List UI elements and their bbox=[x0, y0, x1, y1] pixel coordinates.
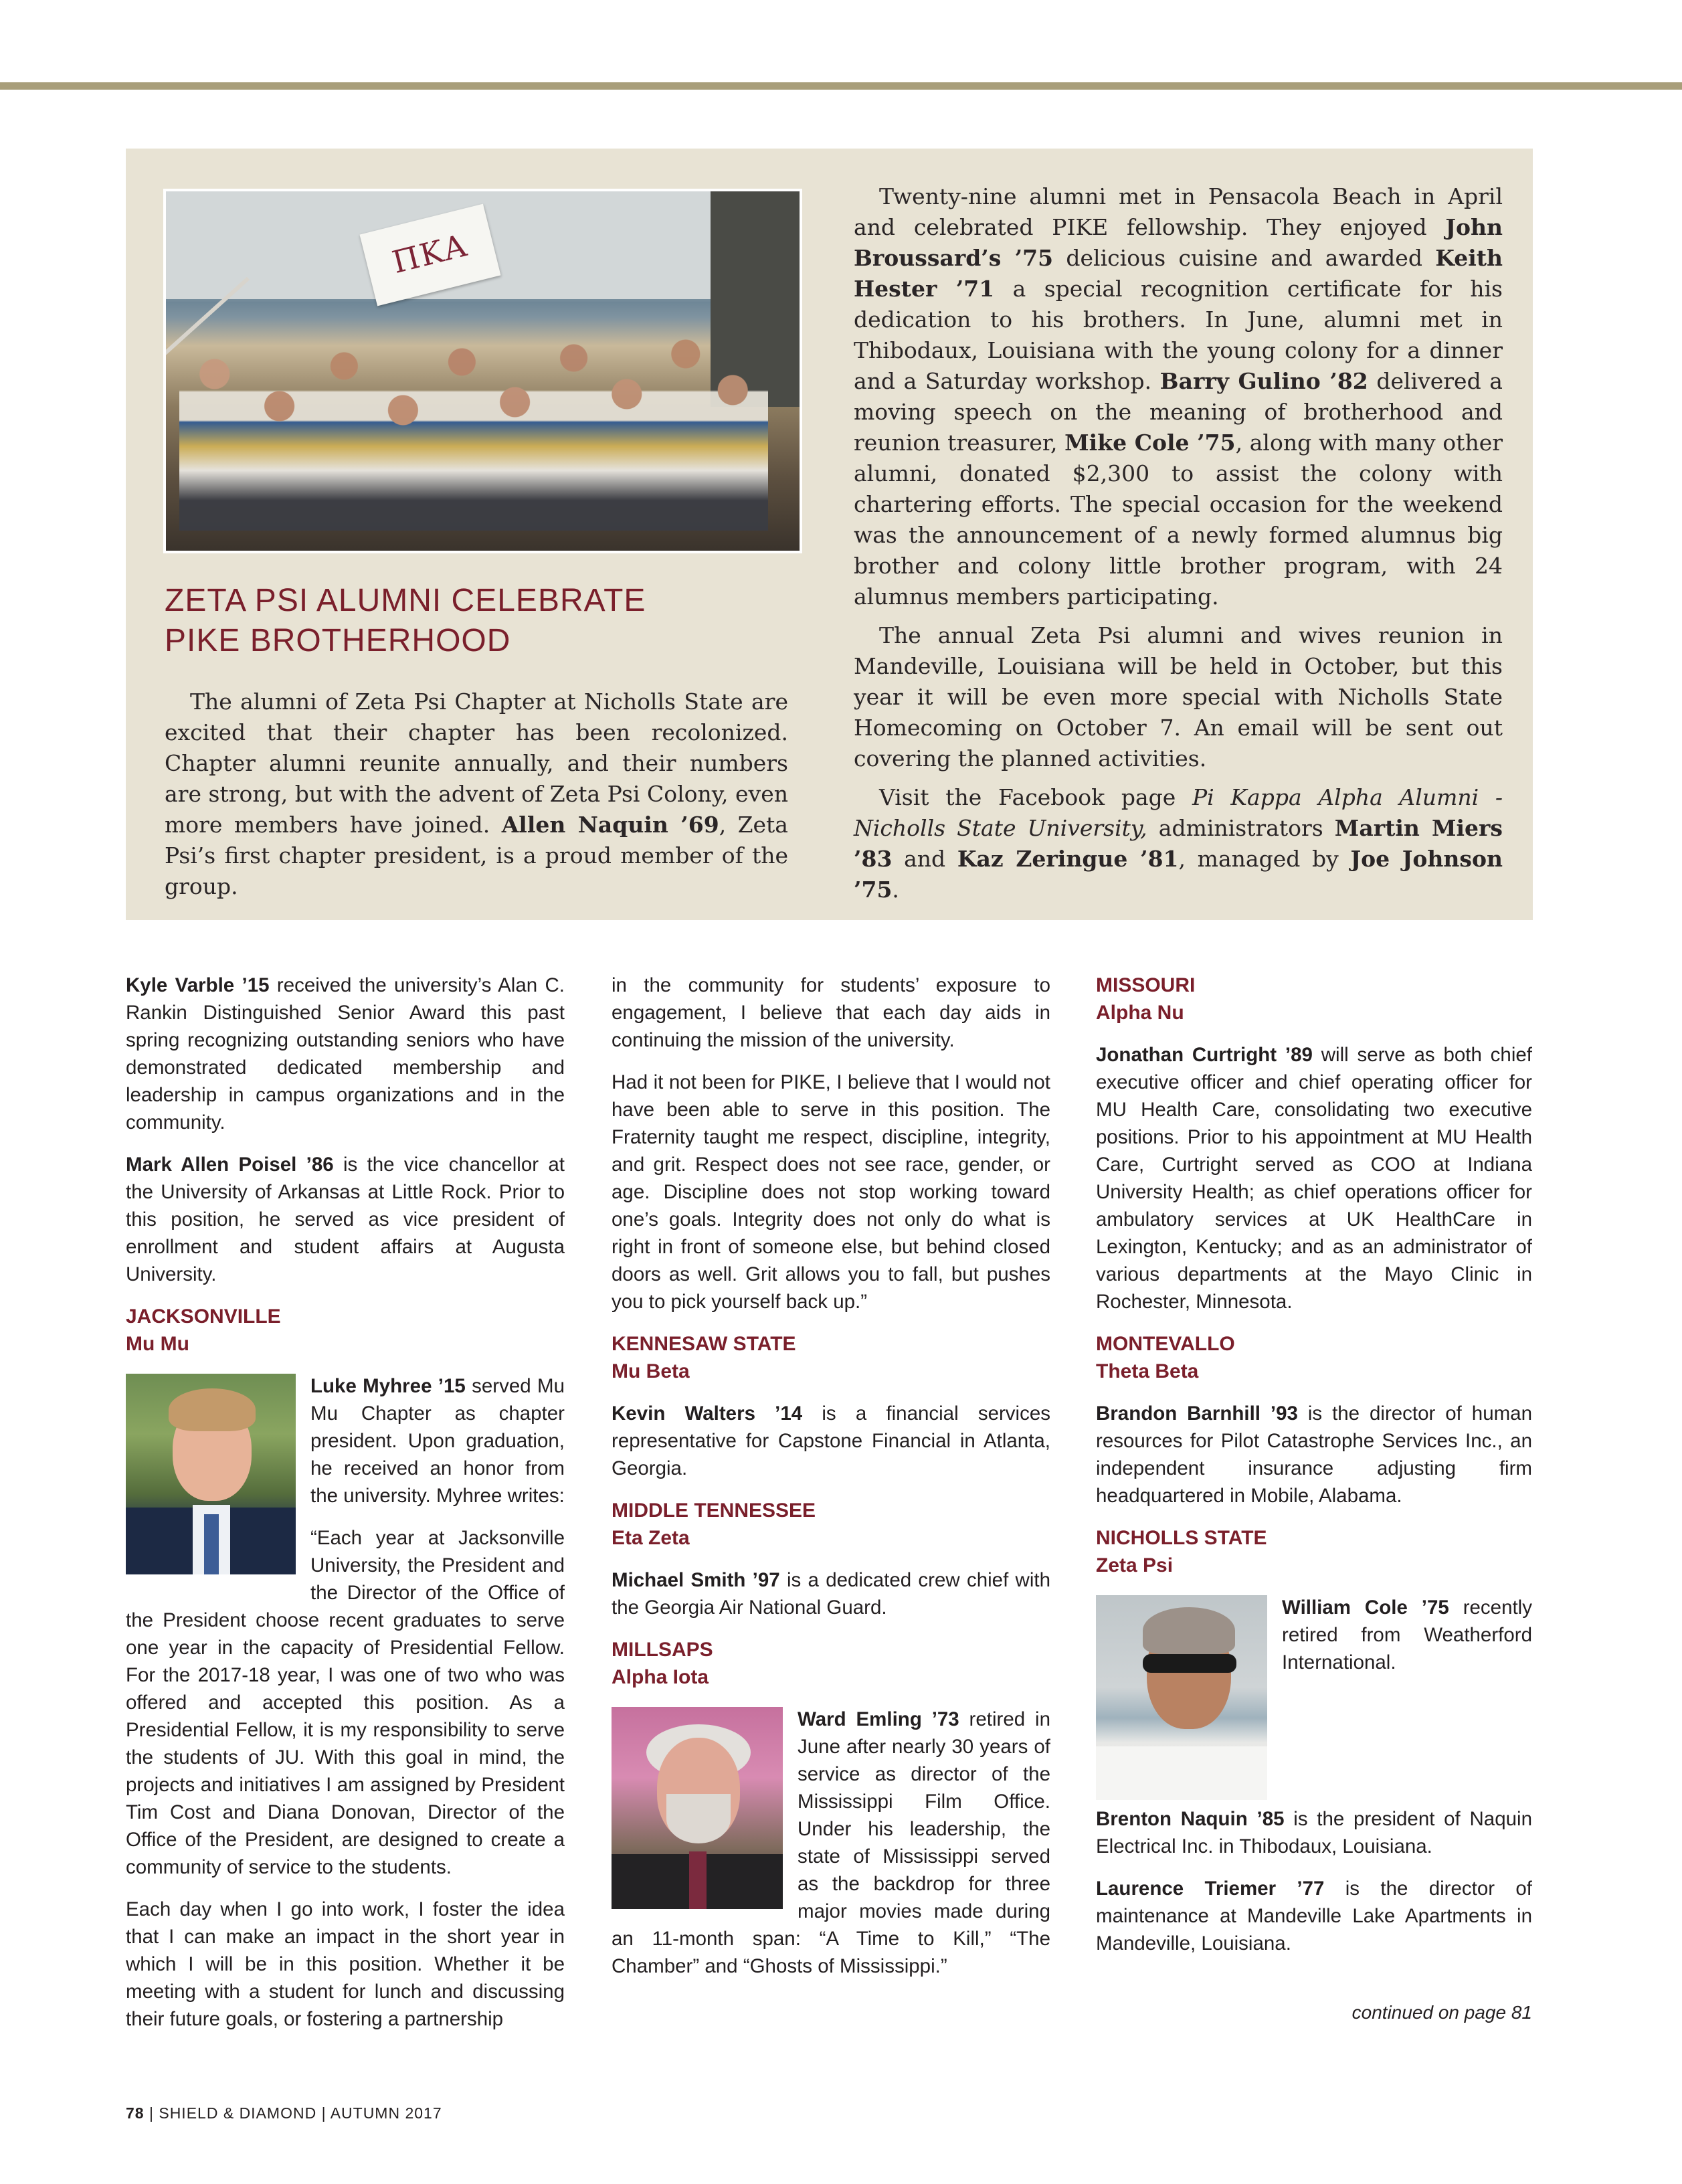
note-brenton-naquin: Brenton Naquin ’85 is the president of Naquin Electrical Inc. in Thibodaux, Louisiana. bbox=[1096, 1808, 1532, 1857]
luke-quote-3: Had it not been for PIKE, I believe that I would not have been able to serve in this position. The Fraternity taught me respect, discipline, integrity, and grit. Respect does not see race, gender, or age. Discipline does not stop working toward one’s goals. Integrity does not only do what is right in front of someone else, but behind closed doors as well. Grit allows you to fall, but pushes you to pick yourself back up.” bbox=[612, 1071, 1050, 1313]
note-jonathan-curtright: Jonathan Curtright ’89 will serve as both chief executive officer and chief operating officer for MU Health Care, consolidating two executive positions. Prior to his appointment at MU Health Care, Curtright served as COO at Indiana University Health; as chief operations officer for ambulatory services at UK HealthCare in Lexington, Kentucky; and as an administrator of various departments at the Mayo Clinic in Rochester, Minnesota. bbox=[1096, 1044, 1532, 1313]
allen-naquin-name: Allen Naquin ’69 bbox=[501, 812, 719, 838]
continued-note: continued on page 81 bbox=[1351, 2002, 1532, 2023]
feature-title-line1: ZETA PSI ALUMNI CELEBRATE bbox=[165, 583, 646, 618]
note-mark-poisel: Mark Allen Poisel ’86 is the vice chancellor at the University of Arkansas at Little Rock. Prior to this position, he served as vice president of enrollment and student affairs at Augusta University. bbox=[126, 1154, 565, 1285]
school-name: KENNESAW STATE bbox=[612, 1333, 796, 1355]
chapter-name: Zeta Psi bbox=[1096, 1554, 1174, 1576]
feature-right-paragraph-2: The annual Zeta Psi alumni and wives reunion in Mandeville, Louisiana will be held in October, but this year it will be even more special with Nicholls State Homecoming on October 7. An email will be sent out covering the planned activities. bbox=[854, 622, 1503, 771]
feature-right-paragraph-3: Visit the Facebook page Pi Kappa Alpha Alumni - Nicholls State University, administrators Martin Miers ’83 and Kaz Zeringue ’81, managed by Joe Johnson ’75. bbox=[854, 784, 1503, 903]
school-name: NICHOLLS STATE bbox=[1096, 1527, 1267, 1549]
school-name: MIDDLE TENNESSEE bbox=[612, 1499, 816, 1522]
footer-separator: | bbox=[149, 2104, 154, 2122]
chapter-name: Alpha Nu bbox=[1096, 1002, 1184, 1024]
feature-left-paragraph: The alumni of Zeta Psi Chapter at Nicholls State are excited that their chapter has been recolonized. Chapter alumni reunite annually, and their numbers are strong, but with the advent of Zeta Psi Colony, even more members have joined. Allen Naquin ’69, Zeta Psi’s first chapter president, is a proud member of the group. bbox=[165, 689, 788, 899]
note-michael-smith: Michael Smith ’97 is a dedicated crew chief with the Georgia Air National Guard. bbox=[612, 1569, 1050, 1619]
page-number: 78 bbox=[126, 2104, 145, 2122]
group-photo bbox=[163, 189, 802, 553]
school-name: MISSOURI bbox=[1096, 974, 1196, 996]
note-kevin-walters: Kevin Walters ’14 is a financial services representative for Capstone Financial in Atlanta, Georgia. bbox=[612, 1402, 1051, 1479]
section-middle-tennessee bbox=[612, 1497, 1050, 1552]
feature-right-text bbox=[854, 181, 1503, 913]
note-luke-myhree: Luke Myhree ’15 served Mu Mu Chapter as chapter president. Upon graduation, he received an honor from the university. Myhree writes: bbox=[310, 1375, 565, 1507]
top-rule bbox=[0, 82, 1682, 90]
section-kennesaw-state bbox=[612, 1330, 1050, 1385]
feature-title bbox=[165, 581, 807, 661]
school-name: MILLSAPS bbox=[612, 1639, 713, 1661]
feature-right-paragraph-1: Twenty-nine alumni met in Pensacola Beach in April and celebrated PIKE fellowship. They enjoyed John Broussard’s ’75 delicious cuisine and awarded Keith Hester ’71 a special recognition certificate for his dedication to his brothers. In June, alumni met in Thibodaux, Louisiana with the young colony for a dinner and a Saturday workshop. Barry Gulino ’82 delivered a moving speech on the meaning of brotherhood and reunion treasurer, Mike Cole ’75, along with many other alumni, donated $2,300 to assist the colony with chartering efforts. The special occasion for the weekend was the announcement of a newly formed alumnus big brother and colony little brother program, with 24 alumnus members participating. bbox=[854, 183, 1503, 610]
feature-left-text bbox=[165, 687, 788, 902]
chapter-name: Eta Zeta bbox=[612, 1527, 690, 1549]
note-brandon-barnhill: Brandon Barnhill ’93 is the director of human resources for Pilot Catastrophe Services Inc., an independent insurance adjusting firm headquartered in Mobile, Alabama. bbox=[1096, 1402, 1532, 1507]
footer-separator: | bbox=[321, 2104, 326, 2122]
luke-quote-continued: in the community for students’ exposure to engagement, I believe that each day aids in continuing the mission of the university. bbox=[612, 974, 1050, 1051]
feature-title-line2: PIKE BROTHERHOOD bbox=[165, 623, 511, 658]
section-millsaps bbox=[612, 1636, 1050, 1691]
luke-quote-1: “Each year at Jacksonville University, the President and the Director of the Office of the President choose recent graduates to serve one year in the capacity of Presidential Fellow. For the 2017-18 year, I was one of two who was offered and accepted this position. As a Presidential Fellow, it is my responsibility to serve the students of JU. With this goal in mind, the projects and initiatives I am assigned by President Tim Cost and Diana Donovan, Director of the Office of the President, are designed to create a community of service to the students. bbox=[126, 1527, 565, 1878]
luke-quote-2: Each day when I go into work, I foster the idea that I can make an impact in the short year in which I will be in this position. Whether it be meeting with a student for lunch and discussing their future goals, or fostering a partnership bbox=[126, 1898, 565, 2030]
william-cole-photo bbox=[1096, 1595, 1267, 1800]
column-1 bbox=[126, 972, 565, 2047]
column-2 bbox=[612, 972, 1050, 1995]
luke-myhree-photo bbox=[126, 1374, 296, 1574]
issue-date: AUTUMN 2017 bbox=[330, 2104, 442, 2122]
section-montevallo bbox=[1096, 1330, 1532, 1385]
section-jacksonville bbox=[126, 1303, 565, 1358]
section-missouri bbox=[1096, 972, 1532, 1026]
page-footer bbox=[126, 2103, 442, 2123]
chapter-name: Alpha Iota bbox=[612, 1666, 709, 1688]
school-name: JACKSONVILLE bbox=[126, 1305, 281, 1328]
photo-crowd bbox=[179, 330, 768, 531]
note-kyle-varble: Kyle Varble ’15 received the university’s Alan C. Rankin Distinguished Senior Award this past spring recognizing outstanding seniors who have demonstrated dedicated membership and leadership in campus organizations and in the community. bbox=[126, 974, 565, 1133]
chapter-name: Mu Mu bbox=[126, 1333, 189, 1355]
section-nicholls-state bbox=[1096, 1524, 1532, 1579]
ward-emling-photo bbox=[612, 1707, 783, 1909]
publication-name: SHIELD & DIAMOND bbox=[159, 2104, 317, 2122]
note-william-cole: William Cole ’75 recently retired from Weatherford International. bbox=[1282, 1597, 1532, 1673]
note-laurence-triemer: Laurence Triemer ’77 is the director of maintenance at Mandeville Lake Apartments in Mandeville, Louisiana. bbox=[1096, 1878, 1532, 1954]
column-3 bbox=[1096, 972, 1532, 1972]
flag-letters: ΠΚΑ bbox=[388, 227, 472, 281]
chapter-name: Mu Beta bbox=[612, 1360, 690, 1382]
chapter-name: Theta Beta bbox=[1096, 1360, 1199, 1382]
note-ward-emling: Ward Emling ’73 retired in June after nearly 30 years of service as director of the Mississippi Film Office. Under his leadership, the state of Mississippi served as the backdrop for three major movies made during an 11-month span: “A Time to Kill,” “The Chamber” and “Ghosts of Mississippi.” bbox=[612, 1708, 1050, 1977]
school-name: MONTEVALLO bbox=[1096, 1333, 1235, 1355]
